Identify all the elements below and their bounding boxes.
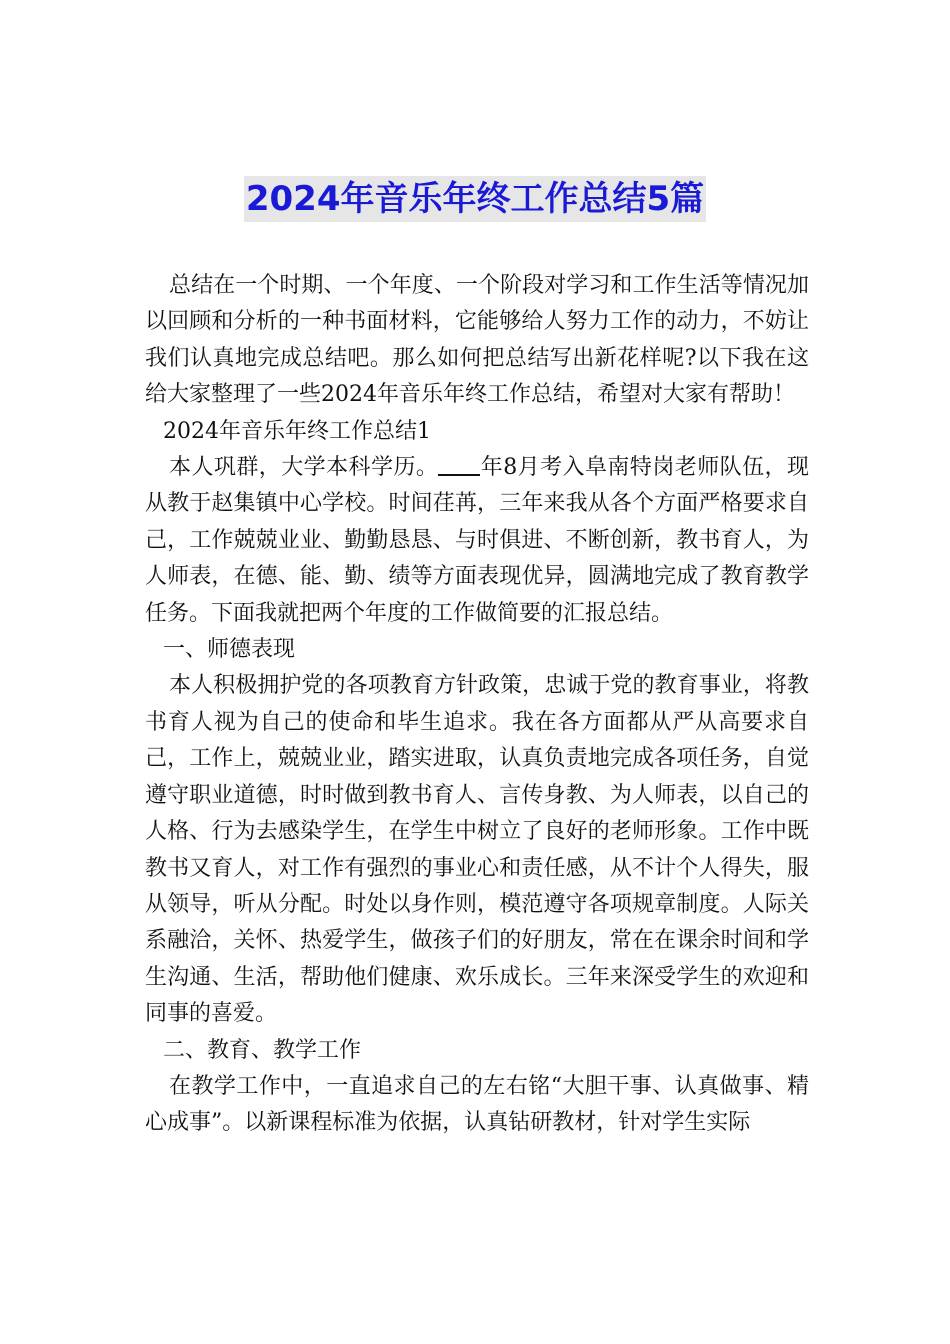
subheading-2: 二、教育、教学工作 xyxy=(163,1037,362,1063)
paragraph-1 xyxy=(145,450,809,632)
paragraph-1-start: 本人巩群，大学本科学历。 xyxy=(169,455,439,481)
paragraph-3: 在教学工作中，一直追求自己的左右铭“大胆干事、认真做事、精心成事”。以新课程标准为依据，认真钻研教材，针对学生实际 xyxy=(145,1073,809,1136)
subheading-1: 一、师德表现 xyxy=(163,637,296,663)
section-heading: 2024年音乐年终工作总结1 xyxy=(163,418,431,444)
document-body xyxy=(145,268,809,1142)
document-title: 2024年音乐年终工作总结5篇 xyxy=(244,176,706,222)
blank-underline xyxy=(438,454,480,476)
paragraph-1-rest: 年8月考入阜南特岗老师队伍，现从教于赵集镇中心学校。时间荏苒，三年来我从各个方面严格要求自己，工作兢兢业业、勤勤恳恳、与时俱进、不断创新，教书育人，为人师表，在德、能、勤、绩等方面表现优异，圆满地完成了教育教学任务。下面我就把两个年度的工作做简要的汇报总结。 xyxy=(145,455,809,626)
intro-paragraph: 总结在一个时期、一个年度、一个阶段对学习和工作生活等情况加以回顾和分析的一种书面材料，它能够给人努力工作的动力，不妨让我们认真地完成总结吧。那么如何把总结写出新花样呢?以下我在这给大家整理了一些2024年音乐年终工作总结，希望对大家有帮助！ xyxy=(145,273,809,408)
paragraph-2: 本人积极拥护党的各项教育方针政策，忠诚于党的教育事业，将教书育人视为自己的使命和毕生追求。我在各方面都从严从高要求自己，工作上，兢兢业业，踏实进取，认真负责地完成各项任务，自觉遵守职业道德，时时做到教书育人、言传身教、为人师表，以自己的人格、行为去感染学生，在学生中树立了良好的老师形象。工作中既教书又育人，对工作有强烈的事业心和责任感，从不计个人得失，服从领导，听从分配。时处以身作则，模范遵守各项规章制度。人际关系融洽，关怀、热爱学生，做孩子们的好朋友，常在在课余时间和学生沟通、生活，帮助他们健康、欢乐成长。三年来深受学生的欢迎和同事的喜爱。 xyxy=(145,673,809,1027)
title-container xyxy=(0,176,950,222)
